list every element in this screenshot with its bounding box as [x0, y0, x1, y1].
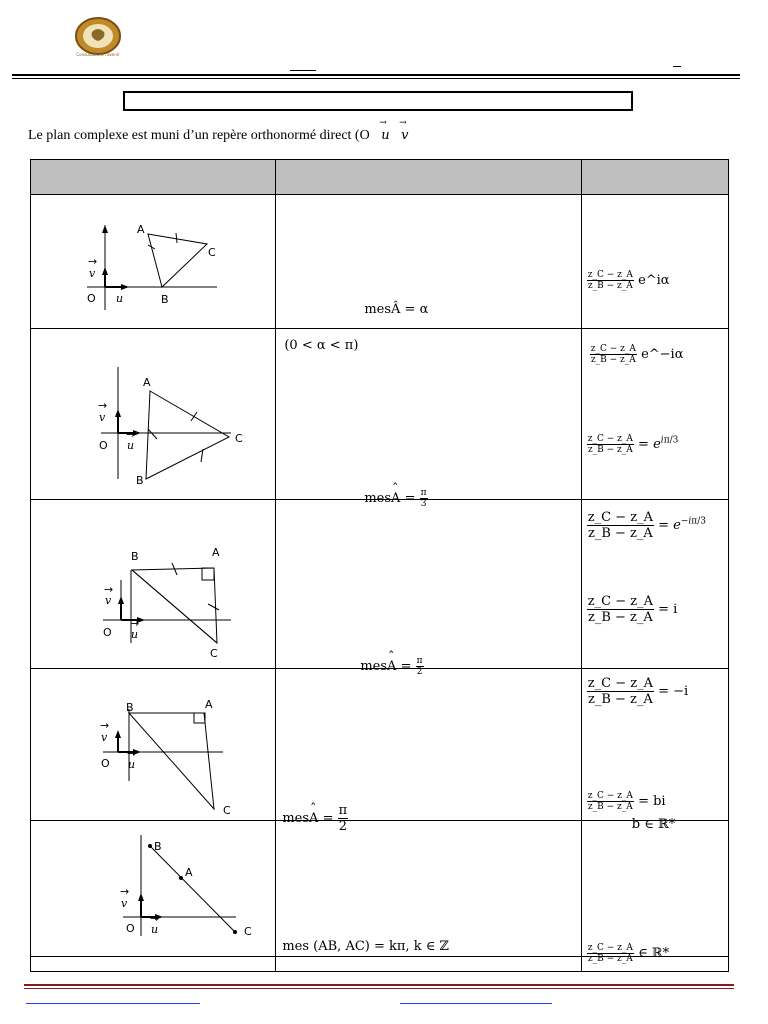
vertex-label-a: A [137, 223, 145, 236]
vector-v-label: v [121, 897, 128, 910]
relation-2: $\frac{z\_C - z\_A}{z\_B - z\_A}$ e^−iα [590, 343, 684, 365]
footer-rule-thin [24, 988, 734, 989]
intro-vector-v: → v [401, 128, 408, 143]
vertex-label-a: A [212, 546, 220, 559]
relation-2: b ∈ ℝ* [631, 816, 676, 832]
origin-label: O [99, 439, 108, 452]
vertex-label-c: C [208, 246, 216, 259]
properties-table [30, 159, 729, 972]
figure-cell [31, 669, 276, 821]
vertex-label-a: A [143, 376, 151, 389]
vertex-label-a: A [185, 866, 193, 879]
vertex-label-b: B [161, 293, 169, 306]
angle-measure: mesA ˆ = $\frac{\pi}{2}$ [282, 803, 348, 834]
relation-1: $\frac{z\_C - z\_A}{z\_B - z\_A}$ e^iα [587, 269, 670, 291]
angle-cell [276, 329, 581, 509]
vector-u-label: u [131, 628, 139, 641]
angle-cell [276, 195, 581, 353]
intro-vector-u: → u [381, 128, 389, 143]
vertex-label-c: C [210, 647, 218, 660]
svg-text:→: → [104, 583, 114, 596]
figure-cell [31, 195, 276, 329]
relation-1: $\frac{z\_C - z\_A}{z\_B - z\_A}$ = bi [587, 790, 666, 812]
collinear-points-figure [31, 821, 276, 956]
header-mark-right [673, 66, 681, 67]
svg-text:→: → [100, 719, 110, 732]
figure-cell [31, 821, 276, 957]
svg-text:→: → [126, 428, 136, 441]
origin-label: O [87, 292, 96, 305]
svg-text:→: → [127, 747, 137, 760]
svg-text:→: → [150, 912, 160, 925]
angle-measure: mes (AB, AC) = kπ, k ∈ ℤ [282, 938, 449, 954]
vertex-label-c: C [223, 804, 231, 817]
relation-1: $\frac{z\_C - z\_A}{z\_B - z\_A}$ = i [587, 594, 678, 625]
vertex-label-a: A [205, 698, 213, 711]
vector-u-label: u [116, 292, 124, 305]
angle-cell [276, 821, 581, 957]
relation-1: $\frac{z\_C - z\_A}{z\_B - z\_A}$ ∈ ℝ* [587, 942, 670, 964]
origin-label: O [103, 626, 112, 639]
svg-text:→: → [115, 281, 125, 294]
vertex-label-b: B [154, 840, 162, 853]
vertex-label-c: C [244, 925, 252, 938]
vertex-label-b: B [136, 474, 144, 487]
empty-cell [31, 957, 276, 972]
isosceles-triangle-figure [31, 195, 276, 328]
origin-label: O [126, 922, 135, 935]
angle-condition: (0 < α < π) [284, 337, 359, 353]
title-box [123, 91, 633, 111]
header-cell-angle [276, 160, 581, 195]
angle-cell [276, 500, 581, 677]
angle-cell [276, 669, 581, 834]
header-mark [290, 70, 316, 71]
header-rule [12, 74, 740, 76]
footer-link-left[interactable] [26, 1003, 200, 1004]
vertex-label-c: C [235, 432, 243, 445]
vector-v-label: v [89, 267, 96, 280]
relation-cell [581, 195, 728, 365]
vertex-label-b: B [131, 550, 139, 563]
vector-v-label: v [101, 731, 108, 744]
svg-text:→: → [88, 255, 98, 268]
footer-link-right[interactable] [400, 1003, 552, 1004]
right-triangle-figure [31, 669, 276, 820]
empty-cell [276, 957, 581, 972]
vector-v-label: v [105, 594, 112, 607]
table-row [31, 821, 729, 957]
header-cell-relation [581, 160, 728, 195]
footer-rule [24, 984, 734, 986]
svg-text:→: → [98, 399, 108, 412]
table-row [31, 195, 729, 329]
vector-u-label: u [127, 439, 135, 452]
angle-measure: mesA ˆ = $\frac{\pi}{2}$ [360, 656, 423, 677]
logo-caption: Consultations l'avenir [76, 52, 120, 57]
figure-cell [31, 329, 276, 500]
origin-label: O [101, 757, 110, 770]
intro-sentence: Le plan complexe est muni d’un repère orthonormé direct (O [28, 128, 370, 143]
header-cell-figure [31, 160, 276, 195]
relation-1: $\frac{z\_C - z\_A}{z\_B - z\_A}$ = $e^{i\pi/3}$ [587, 434, 679, 455]
relation-cell [581, 821, 728, 964]
vector-u-label: u [128, 758, 136, 771]
svg-text:→: → [120, 885, 130, 898]
figure-cell [31, 500, 276, 669]
equilateral-triangle-figure [31, 329, 276, 499]
vertex-label-b: B [126, 701, 134, 714]
vector-u-label: u [151, 923, 159, 936]
vector-v-label: v [99, 411, 106, 424]
angle-measure: mesA ˆ = $\frac{\pi}{3}$ [364, 488, 427, 509]
relation-2: $\frac{z\_C - z\_A}{z\_B - z\_A}$ = −i [587, 676, 689, 707]
header-rule-thin [12, 78, 740, 79]
svg-text:→: → [130, 617, 140, 630]
angle-measure: mesÂ = α [364, 301, 429, 317]
intro-text [28, 128, 408, 144]
right-isosceles-triangle-figure [31, 500, 276, 668]
relation-2: $\frac{z\_C - z\_A}{z\_B - z\_A}$ = $e^{-i\pi/3}$ [587, 510, 706, 541]
